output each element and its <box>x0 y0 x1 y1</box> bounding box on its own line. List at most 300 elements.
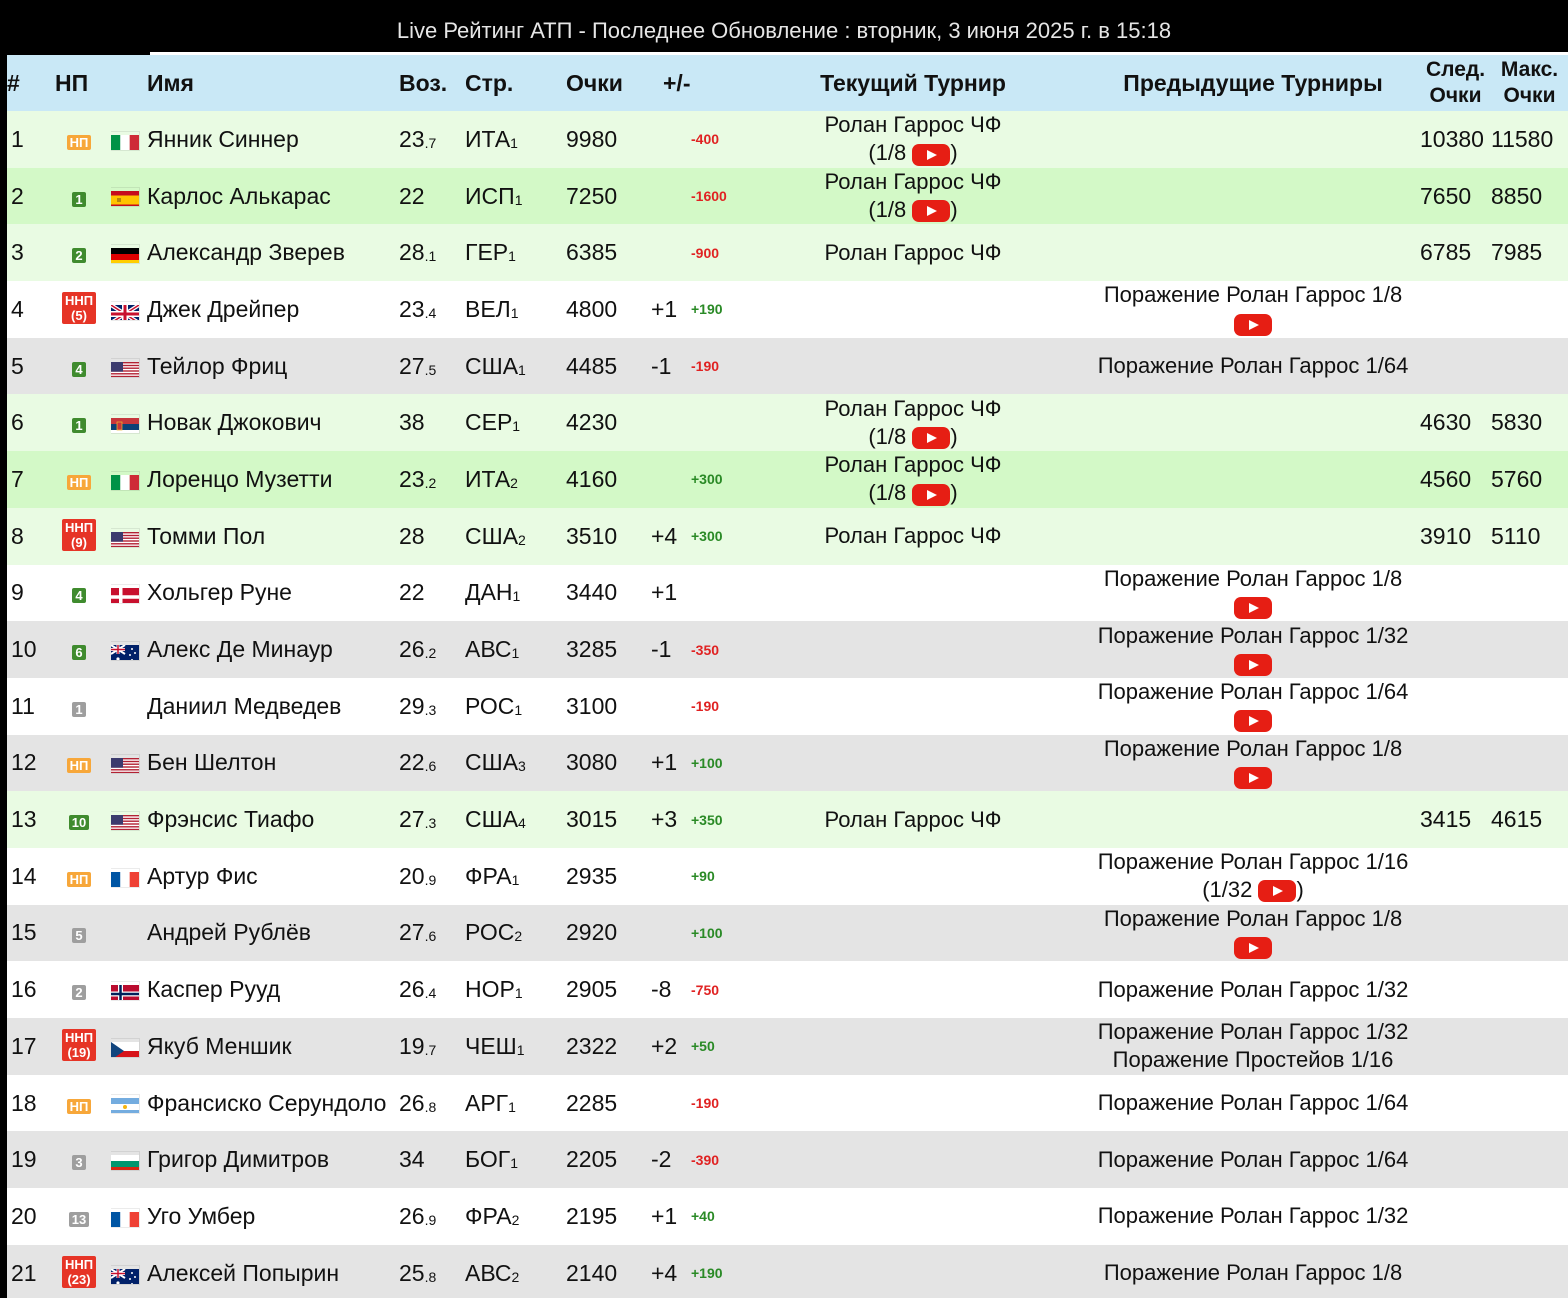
previous-tournaments-cell <box>1086 394 1420 451</box>
current-tournament-cell <box>740 1245 1086 1298</box>
flag-cell <box>111 1131 147 1188</box>
next-points-cell <box>1420 1131 1491 1188</box>
points-change-cell: -1600 <box>691 188 727 205</box>
points-change-cell: +190 <box>691 1265 723 1282</box>
youtube-play-icon[interactable] <box>912 200 950 222</box>
player-name[interactable]: Франсиско Серундоло <box>147 1089 387 1116</box>
paren-close: ) <box>950 480 958 506</box>
current-tournament-cell <box>740 508 1086 565</box>
age-fraction: .9 <box>424 1211 437 1228</box>
rank-movement-badge: 6 <box>72 645 85 660</box>
country-index: 1 <box>511 871 520 888</box>
previous-tournaments-cell <box>1086 961 1420 1018</box>
player-name[interactable]: Бен Шелтон <box>147 749 277 776</box>
rank-movement-badge: НП <box>67 872 92 887</box>
position-change-cell <box>651 394 691 451</box>
rank-cell: 8 <box>11 522 24 549</box>
np-cell <box>47 224 111 281</box>
country-cell <box>465 791 566 848</box>
current-tournament-text[interactable]: Ролан Гаррос ЧФ <box>824 112 1002 138</box>
country-cell <box>465 281 566 338</box>
np-cell <box>47 735 111 792</box>
previous-tournament-text[interactable]: Поражение Ролан Гаррос 1/8 <box>1103 905 1403 931</box>
rank-cell: 9 <box>11 579 24 606</box>
country-cell <box>465 848 566 905</box>
max-points-cell <box>1491 905 1568 962</box>
age-fraction: .7 <box>424 1041 437 1058</box>
age-value: 20 <box>399 862 425 889</box>
current-tournament-cell <box>740 791 1086 848</box>
rank-cell: 11 <box>11 692 35 719</box>
country-cell <box>465 508 566 565</box>
max-points-cell: 4615 <box>1491 806 1543 833</box>
age-cell <box>399 508 465 565</box>
next-points-cell <box>1420 621 1491 678</box>
position-change-cell <box>651 1075 691 1132</box>
position-change-cell <box>651 168 691 225</box>
previous-tournament-text[interactable]: Поражение Ролан Гаррос 1/32 <box>1097 1019 1409 1045</box>
flag-it-icon <box>111 472 139 490</box>
table-row[interactable] <box>7 1188 1568 1245</box>
age-value: 27 <box>399 352 425 379</box>
previous-tournaments-cell <box>1086 848 1420 905</box>
country-code: РОС <box>465 919 515 946</box>
age-fraction: .7 <box>424 134 437 151</box>
country-cell <box>465 224 566 281</box>
flag-de-icon <box>111 245 139 263</box>
rank-cell: 18 <box>11 1089 37 1116</box>
age-fraction: .5 <box>424 361 437 378</box>
flag-cell <box>111 394 147 451</box>
country-index: 1 <box>512 418 521 435</box>
previous-tournament-text[interactable]: Поражение Ролан Гаррос 1/32 <box>1097 1203 1409 1229</box>
flag-au-icon <box>111 1266 139 1284</box>
age-cell <box>399 905 465 962</box>
col-age[interactable]: Воз. <box>399 69 448 96</box>
max-points-cell <box>1491 621 1568 678</box>
flag-cell <box>111 168 147 225</box>
max-points-cell <box>1491 1075 1568 1132</box>
country-code: США <box>465 749 519 776</box>
table-row[interactable] <box>7 1245 1568 1298</box>
flag-rs-icon <box>111 415 139 433</box>
max-points-cell: 8850 <box>1491 182 1543 209</box>
country-index: 1 <box>516 1041 525 1058</box>
flag-cell <box>111 565 147 622</box>
table-row[interactable] <box>7 961 1568 1018</box>
country-index: 1 <box>508 1098 516 1115</box>
position-change-cell <box>651 905 691 962</box>
current-tournament-cell <box>740 224 1086 281</box>
np-cell <box>47 111 111 168</box>
country-code: ДАН <box>465 579 513 606</box>
rank-cell: 14 <box>11 862 37 889</box>
rank-movement-badge: ННП (19) <box>62 1029 96 1061</box>
previous-tournament-text[interactable]: Поражение Ролан Гаррос 1/32 <box>1097 622 1409 648</box>
age-cell <box>399 848 465 905</box>
table-row[interactable] <box>7 338 1568 395</box>
country-code: РОС <box>465 692 515 719</box>
next-points-cell <box>1420 1245 1491 1298</box>
player-name[interactable]: Джек Дрейпер <box>147 295 300 322</box>
flag-placeholder <box>111 922 139 940</box>
country-cell <box>465 1188 566 1245</box>
age-value: 22 <box>399 579 425 606</box>
age-fraction: .8 <box>424 1098 437 1115</box>
position-change-cell: +1 <box>651 295 678 322</box>
np-cell <box>47 1075 111 1132</box>
np-cell <box>47 848 111 905</box>
table-row[interactable] <box>7 394 1568 451</box>
age-cell <box>399 168 465 225</box>
age-value: 19 <box>399 1032 425 1059</box>
previous-tournament-text[interactable]: Поражение Ролан Гаррос 1/64 <box>1097 353 1409 379</box>
rank-movement-badge: 1 <box>72 192 85 207</box>
previous-tournaments-cell <box>1086 678 1420 735</box>
table-row[interactable] <box>7 1131 1568 1188</box>
table-row[interactable] <box>7 508 1568 565</box>
next-points-cell: 4560 <box>1420 465 1472 492</box>
col-country[interactable]: Стр. <box>465 69 514 96</box>
current-tournament-text[interactable]: Ролан Гаррос ЧФ <box>824 169 1002 195</box>
rank-cell: 7 <box>11 465 24 492</box>
col-rank[interactable]: # <box>7 69 20 96</box>
ranking-table <box>7 55 1568 1298</box>
current-tournament-cell <box>740 281 1086 338</box>
player-name[interactable]: Алексей Попырин <box>147 1259 340 1286</box>
age-value: 28 <box>399 522 425 549</box>
table-row[interactable] <box>7 735 1568 792</box>
points-cell: 4160 <box>566 465 618 492</box>
col-name[interactable]: Имя <box>147 69 194 96</box>
rank-movement-badge: 1 <box>72 418 85 433</box>
country-index: 1 <box>514 701 523 718</box>
age-cell <box>399 224 465 281</box>
previous-tournament-text[interactable]: Поражение Ролан Гаррос 1/64 <box>1097 679 1409 705</box>
current-tournament-text[interactable]: Ролан Гаррос ЧФ <box>824 239 1002 265</box>
current-tournament-text[interactable]: Ролан Гаррос ЧФ <box>824 806 1002 832</box>
rank-movement-badge: 2 <box>72 248 85 263</box>
youtube-play-icon[interactable] <box>1234 314 1272 336</box>
age-fraction: .3 <box>424 701 437 718</box>
country-code: АВС <box>465 636 512 663</box>
country-index: 2 <box>518 531 526 548</box>
position-change-cell: -2 <box>651 1146 672 1173</box>
next-points-cell: 7650 <box>1420 182 1472 209</box>
player-name[interactable]: Артур Фис <box>147 862 258 889</box>
current-tournament-text[interactable]: Ролан Гаррос ЧФ <box>824 395 1002 421</box>
age-cell <box>399 1245 465 1298</box>
points-cell: 3510 <box>566 522 618 549</box>
next-points-cell <box>1420 905 1491 962</box>
position-change-cell <box>651 678 691 735</box>
col-points[interactable]: Очки <box>566 69 623 96</box>
points-cell: 7250 <box>566 182 618 209</box>
previous-tournaments-cell <box>1086 338 1420 395</box>
points-change-cell: -350 <box>691 641 720 658</box>
age-cell <box>399 961 465 1018</box>
rank-cell: 5 <box>11 352 24 379</box>
current-tournament-cell <box>740 338 1086 395</box>
np-cell <box>47 1131 111 1188</box>
player-name[interactable]: Алекс Де Минаур <box>147 636 333 663</box>
youtube-play-icon[interactable] <box>1234 710 1272 732</box>
points-cell: 3440 <box>566 579 618 606</box>
next-points-cell <box>1420 735 1491 792</box>
rank-movement-badge: ННП (23) <box>62 1256 96 1288</box>
previous-tournament-text[interactable]: Поражение Ролан Гаррос 1/16 <box>1097 849 1409 875</box>
youtube-play-icon[interactable] <box>912 427 950 449</box>
flag-cell <box>111 508 147 565</box>
table-row[interactable] <box>7 451 1568 508</box>
table-row[interactable] <box>7 621 1568 678</box>
country-cell <box>465 451 566 508</box>
table-row[interactable] <box>7 565 1568 622</box>
player-name[interactable]: Якуб Меншик <box>147 1032 292 1059</box>
np-cell <box>47 451 111 508</box>
next-points-cell: 3415 <box>1420 806 1472 833</box>
player-name[interactable]: Тейлор Фриц <box>147 352 288 379</box>
current-tournament-cell <box>740 905 1086 962</box>
np-cell <box>47 791 111 848</box>
rank-movement-badge: 3 <box>72 1155 85 1170</box>
position-change-cell: -1 <box>651 352 672 379</box>
age-cell <box>399 621 465 678</box>
country-index: 1 <box>510 134 518 151</box>
player-name[interactable]: Янник Синнер <box>147 125 299 152</box>
flag-it-icon <box>111 132 139 150</box>
ranking-rows <box>7 111 1568 1298</box>
points-change-cell: -190 <box>691 358 720 375</box>
previous-tournament-text[interactable]: Поражение Ролан Гаррос 1/64 <box>1097 1146 1409 1172</box>
flag-cell <box>111 961 147 1018</box>
country-cell <box>465 111 566 168</box>
col-max-points[interactable]: Макс. Очки <box>1500 58 1559 107</box>
flag-cell <box>111 224 147 281</box>
max-points-cell <box>1491 1188 1568 1245</box>
rank-movement-badge: НП <box>67 475 92 490</box>
age-value: 38 <box>399 409 425 436</box>
player-name[interactable]: Григор Димитров <box>147 1146 330 1173</box>
points-cell: 4800 <box>566 295 618 322</box>
table-header-row <box>7 55 1568 111</box>
current-tournament-cell <box>740 735 1086 792</box>
position-change-cell: +2 <box>651 1032 678 1059</box>
player-name[interactable]: Александр Зверев <box>147 239 345 266</box>
youtube-play-icon[interactable] <box>912 484 950 506</box>
points-cell: 2285 <box>566 1089 618 1116</box>
previous-tournaments-cell <box>1086 1245 1420 1298</box>
rank-movement-badge: ННП (9) <box>62 519 96 551</box>
paren-close: ) <box>950 140 958 166</box>
points-change-cell: +100 <box>691 754 723 771</box>
table-row[interactable] <box>7 848 1568 905</box>
next-points-cell: 4630 <box>1420 409 1472 436</box>
max-points-cell: 5830 <box>1491 409 1543 436</box>
country-index: 1 <box>518 361 526 378</box>
rank-cell: 1 <box>11 125 24 152</box>
youtube-play-icon[interactable] <box>1234 767 1272 789</box>
points-cell: 2905 <box>566 976 618 1003</box>
max-points-cell <box>1491 1018 1568 1075</box>
previous-tournament-text[interactable]: Поражение Ролан Гаррос 1/32 <box>1097 976 1409 1002</box>
points-cell: 6385 <box>566 239 618 266</box>
table-row[interactable] <box>7 168 1568 225</box>
points-change-cell: +190 <box>691 301 723 318</box>
max-points-cell: 5110 <box>1491 522 1541 549</box>
player-name[interactable]: Андрей Рублёв <box>147 919 311 946</box>
points-change-cell <box>691 565 740 622</box>
age-value: 23 <box>399 125 425 152</box>
player-name[interactable]: Хольгер Руне <box>147 579 292 606</box>
flag-us-icon <box>111 529 139 547</box>
np-cell <box>47 394 111 451</box>
flag-au-icon <box>111 642 139 660</box>
points-cell: 2205 <box>566 1146 618 1173</box>
flag-cell <box>111 1075 147 1132</box>
next-points-cell <box>1420 281 1491 338</box>
np-cell <box>47 508 111 565</box>
page-title: Live Рейтинг АТП - Последнее Обновление : вторник, 3 июня 2025 г. в 15:18 <box>396 18 1172 43</box>
player-name[interactable]: Уго Умбер <box>147 1202 256 1229</box>
player-name[interactable]: Новак Джокович <box>147 409 322 436</box>
points-cell: 2920 <box>566 919 618 946</box>
player-name[interactable]: Карлос Алькарас <box>147 182 331 209</box>
country-code: БОГ <box>465 1146 511 1173</box>
col-current-tournament[interactable]: Текущий Турнир <box>820 69 1006 96</box>
table-row[interactable] <box>7 1075 1568 1132</box>
youtube-play-icon[interactable] <box>912 144 950 166</box>
col-previous-tournaments[interactable]: Предыдущие Турниры <box>1123 69 1383 96</box>
player-name[interactable]: Фрэнсис Тиафо <box>147 806 315 833</box>
youtube-play-icon[interactable] <box>1258 880 1296 902</box>
points-change-cell: -400 <box>691 131 720 148</box>
flag-cell <box>111 1018 147 1075</box>
position-change-cell: +1 <box>651 1202 678 1229</box>
np-cell <box>47 1245 111 1298</box>
youtube-play-icon[interactable] <box>1234 654 1272 676</box>
points-change-cell: -390 <box>691 1151 720 1168</box>
previous-tournaments-cell <box>1086 1188 1420 1245</box>
country-code: США <box>465 806 519 833</box>
current-tournament-cell <box>740 394 1086 451</box>
player-name[interactable]: Лоренцо Музетти <box>147 465 333 492</box>
col-np[interactable]: НП <box>55 69 89 96</box>
previous-tournament-text[interactable]: Поражение Ролан Гаррос 1/8 <box>1103 1260 1403 1286</box>
age-fraction: .9 <box>424 871 437 888</box>
rank-cell: 16 <box>11 976 37 1003</box>
youtube-play-icon[interactable] <box>1234 937 1272 959</box>
country-code: ИТА <box>465 465 511 492</box>
player-name[interactable]: Каспер Рууд <box>147 976 281 1003</box>
current-tournament-text[interactable]: Ролан Гаррос ЧФ <box>824 452 1002 478</box>
previous-tournament-text[interactable]: Поражение Ролан Гаррос 1/8 <box>1103 735 1403 761</box>
player-name[interactable]: Даниил Медведев <box>147 692 342 719</box>
country-index: 1 <box>511 645 520 662</box>
youtube-play-icon[interactable] <box>1234 597 1272 619</box>
current-tournament-text[interactable]: Ролан Гаррос ЧФ <box>824 523 1002 549</box>
previous-tournaments-cell <box>1086 565 1420 622</box>
col-next-points[interactable]: След. Очки <box>1425 58 1486 107</box>
rank-cell: 20 <box>11 1202 37 1229</box>
max-points-cell: 5760 <box>1491 465 1543 492</box>
age-value: 26 <box>399 976 425 1003</box>
max-points-cell: 11580 <box>1491 125 1554 152</box>
col-change[interactable]: +/- <box>663 69 691 96</box>
country-cell <box>465 905 566 962</box>
points-cell: 4485 <box>566 352 618 379</box>
previous-tournaments-cell <box>1086 735 1420 792</box>
max-points-cell <box>1491 678 1568 735</box>
country-index: 1 <box>508 248 516 265</box>
table-row[interactable] <box>7 1018 1568 1075</box>
next-points-cell: 3910 <box>1420 522 1472 549</box>
age-cell <box>399 1188 465 1245</box>
table-row[interactable] <box>7 224 1568 281</box>
age-cell <box>399 1018 465 1075</box>
country-code: ИТА <box>465 125 511 152</box>
country-cell <box>465 168 566 225</box>
age-value: 23 <box>399 295 425 322</box>
country-code: США <box>465 522 519 549</box>
next-points-cell: 6785 <box>1420 239 1472 266</box>
current-tournament-cell <box>740 1131 1086 1188</box>
age-cell <box>399 451 465 508</box>
title-bar <box>0 0 1568 54</box>
previous-tournament-text[interactable]: Поражение Ролан Гаррос 1/64 <box>1097 1090 1409 1116</box>
previous-tournament-text[interactable]: Поражение Ролан Гаррос 1/8 <box>1103 565 1403 591</box>
rank-movement-badge: НП <box>67 135 92 150</box>
next-points-cell <box>1420 961 1491 1018</box>
max-points-cell: 7985 <box>1491 239 1543 266</box>
table-row[interactable] <box>7 678 1568 735</box>
paren-close: ) <box>950 423 958 449</box>
rank-cell: 4 <box>11 295 24 322</box>
points-cell: 3100 <box>566 692 618 719</box>
country-code: СЕР <box>465 409 513 436</box>
rank-movement-badge: 5 <box>72 928 85 943</box>
flag-fr-icon <box>111 869 139 887</box>
age-cell <box>399 338 465 395</box>
country-code: АРГ <box>465 1089 509 1116</box>
country-code: ВЕЛ <box>465 295 511 322</box>
age-fraction: .6 <box>424 758 437 775</box>
flag-cell <box>111 791 147 848</box>
previous-tournaments-cell <box>1086 281 1420 338</box>
age-value: 22 <box>399 749 425 776</box>
player-name[interactable]: Томми Пол <box>147 522 266 549</box>
points-change-cell: +50 <box>691 1038 715 1055</box>
position-change-cell <box>651 224 691 281</box>
position-change-cell: +3 <box>651 806 678 833</box>
country-cell <box>465 1018 566 1075</box>
previous-tournament-text[interactable]: Поражение Ролан Гаррос 1/8 <box>1103 282 1403 308</box>
country-code: ФРА <box>465 862 512 889</box>
np-cell <box>47 565 111 622</box>
table-row[interactable] <box>7 111 1568 168</box>
previous-tournament-text-2[interactable]: Поражение Простейов 1/16 <box>1112 1047 1394 1073</box>
age-value: 23 <box>399 465 425 492</box>
current-tournament-cell <box>740 565 1086 622</box>
np-cell <box>47 621 111 678</box>
table-row[interactable] <box>7 791 1568 848</box>
flag-us-icon <box>111 755 139 773</box>
points-cell: 3285 <box>566 636 618 663</box>
table-row[interactable] <box>7 281 1568 338</box>
country-index: 1 <box>512 588 521 605</box>
flag-bg-icon <box>111 1152 139 1170</box>
table-row[interactable] <box>7 905 1568 962</box>
